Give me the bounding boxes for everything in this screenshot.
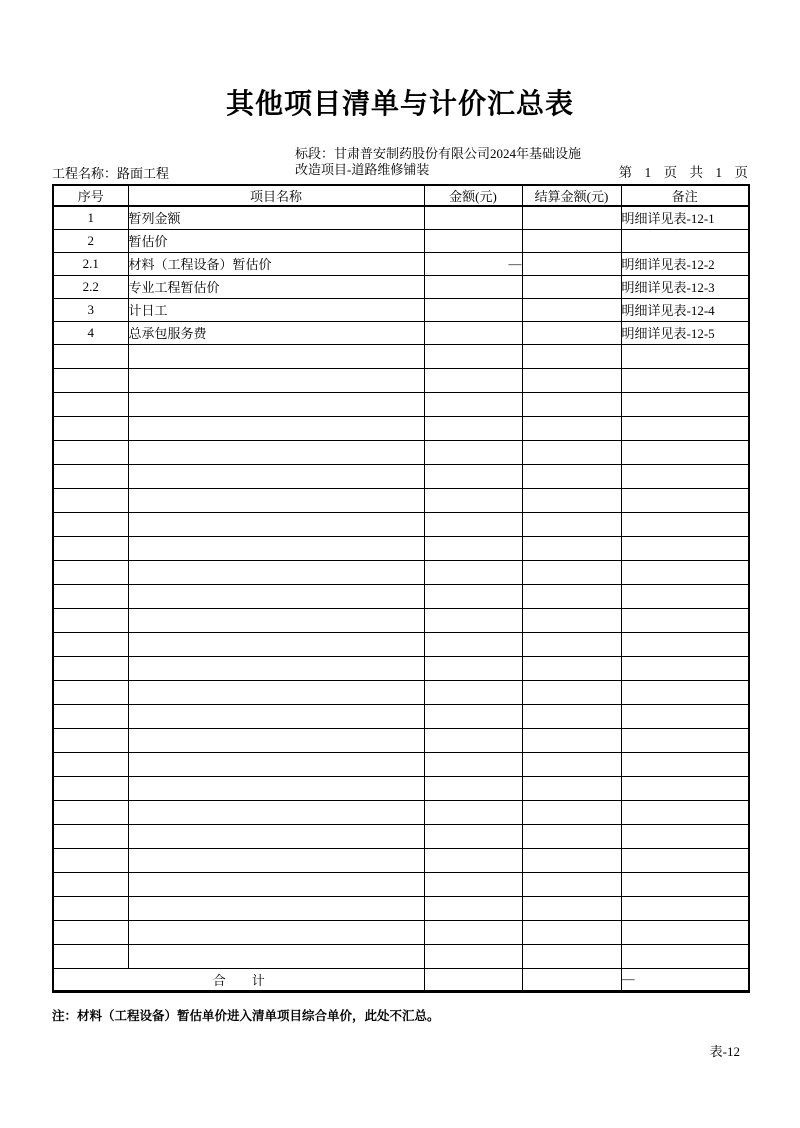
empty-cell [53,752,128,776]
empty-cell [522,728,621,752]
empty-cell [522,848,621,872]
empty-cell [53,824,128,848]
empty-cell [621,632,749,656]
empty-row [53,344,749,368]
cell-no: 2.2 [53,275,128,298]
cell-no: 2 [53,229,128,252]
empty-cell [621,560,749,584]
empty-row [53,488,749,512]
empty-cell [424,752,522,776]
empty-row [53,536,749,560]
empty-cell [424,656,522,680]
empty-cell [128,536,424,560]
empty-cell [621,776,749,800]
empty-cell [128,344,424,368]
empty-cell [128,728,424,752]
empty-cell [522,416,621,440]
empty-cell [522,944,621,968]
page-number-label: 第 1 页 共 1 页 [618,165,748,180]
empty-cell [53,440,128,464]
empty-cell [128,920,424,944]
header-cell-1: 项目名称 [128,185,424,206]
empty-cell [128,608,424,632]
empty-cell [621,944,749,968]
empty-row [53,440,749,464]
empty-cell [53,512,128,536]
empty-row [53,368,749,392]
empty-row [53,824,749,848]
empty-cell [128,848,424,872]
empty-row [53,872,749,896]
empty-cell [128,752,424,776]
empty-cell [522,896,621,920]
empty-cell [621,656,749,680]
cell-remark [621,229,749,252]
header-cell-3: 结算金额(元) [522,185,621,206]
empty-cell [128,416,424,440]
empty-cell [621,896,749,920]
table-row [53,298,749,321]
cell-remark: 明细详见表-12-3 [621,275,749,298]
empty-cell [522,920,621,944]
empty-row [53,920,749,944]
empty-cell [53,344,128,368]
empty-cell [424,536,522,560]
empty-cell [53,776,128,800]
empty-cell [53,560,128,584]
empty-cell [53,656,128,680]
cell-no: 3 [53,298,128,321]
empty-row [53,464,749,488]
empty-cell [128,512,424,536]
empty-cell [53,392,128,416]
empty-cell [621,536,749,560]
empty-cell [621,920,749,944]
cell-settlement [522,206,621,229]
cell-settlement [522,252,621,275]
empty-cell [621,848,749,872]
empty-cell [621,416,749,440]
empty-cell [621,872,749,896]
cell-remark: 明细详见表-12-4 [621,298,749,321]
empty-cell [424,944,522,968]
section-label [295,146,625,177]
table-row [53,229,749,252]
empty-cell [522,800,621,824]
empty-cell [53,608,128,632]
table-header-row [53,185,749,206]
empty-cell [128,824,424,848]
empty-cell [522,824,621,848]
empty-cell [128,944,424,968]
empty-cell [128,776,424,800]
cell-remark: 明细详见表-12-5 [621,321,749,344]
project-name-label: 工程名称：路面工程 [52,166,170,181]
cell-settlement [522,275,621,298]
cell-name: 计日工 [128,298,424,321]
cell-name: 材料（工程设备）暂估价 [128,252,424,275]
cell-amount [424,298,522,321]
table-tag: 表-12 [709,1044,740,1059]
empty-cell [621,440,749,464]
empty-cell [53,800,128,824]
empty-cell [53,488,128,512]
empty-cell [522,464,621,488]
empty-cell [424,560,522,584]
empty-cell [424,824,522,848]
empty-row [53,584,749,608]
empty-cell [424,632,522,656]
empty-cell [621,728,749,752]
total-settlement [522,968,621,991]
cell-no: 1 [53,206,128,229]
empty-cell [522,872,621,896]
empty-cell [621,392,749,416]
empty-cell [128,896,424,920]
empty-cell [424,416,522,440]
table-row [53,252,749,275]
empty-cell [128,440,424,464]
empty-cell [522,584,621,608]
empty-cell [522,704,621,728]
empty-cell [53,584,128,608]
empty-cell [53,896,128,920]
empty-cell [522,680,621,704]
cell-name: 暂估价 [128,229,424,252]
total-label: 合 计 [53,968,424,991]
empty-cell [522,776,621,800]
empty-row [53,632,749,656]
total-row [53,968,749,991]
empty-row [53,776,749,800]
empty-cell [128,488,424,512]
empty-cell [128,584,424,608]
note-text: 注：材料（工程设备）暂估单价进入清单项目综合单价，此处不汇总。 [52,1009,440,1023]
empty-row [53,512,749,536]
empty-cell [128,392,424,416]
summary-table [52,184,750,993]
empty-cell [128,560,424,584]
cell-settlement [522,298,621,321]
header-cell-4: 备注 [621,185,749,206]
empty-cell [424,440,522,464]
empty-row [53,728,749,752]
section-label-line2: 改造项目-道路维修铺装 [295,161,430,177]
empty-cell [53,536,128,560]
empty-cell [522,536,621,560]
empty-cell [128,872,424,896]
cell-amount [424,206,522,229]
empty-cell [128,800,424,824]
empty-cell [424,368,522,392]
cell-no: 4 [53,321,128,344]
cell-remark: 明细详见表-12-1 [621,206,749,229]
table-row [53,206,749,229]
empty-cell [53,368,128,392]
empty-cell [53,416,128,440]
empty-cell [128,656,424,680]
empty-row [53,848,749,872]
empty-cell [621,512,749,536]
empty-cell [53,728,128,752]
empty-cell [522,752,621,776]
empty-cell [621,344,749,368]
empty-cell [621,584,749,608]
cell-settlement [522,321,621,344]
empty-cell [128,680,424,704]
empty-cell [53,704,128,728]
empty-cell [621,608,749,632]
cell-name: 总承包服务费 [128,321,424,344]
empty-cell [424,464,522,488]
empty-cell [621,464,749,488]
empty-cell [621,824,749,848]
cell-settlement [522,229,621,252]
empty-row [53,392,749,416]
empty-cell [522,656,621,680]
empty-cell [522,560,621,584]
empty-cell [424,728,522,752]
empty-cell [522,392,621,416]
empty-cell [424,800,522,824]
empty-cell [522,488,621,512]
empty-row [53,800,749,824]
empty-cell [424,920,522,944]
empty-cell [522,344,621,368]
cell-no: 2.1 [53,252,128,275]
cell-name: 暂列金额 [128,206,424,229]
cell-amount [424,229,522,252]
empty-cell [53,920,128,944]
empty-cell [621,680,749,704]
empty-cell [424,896,522,920]
empty-cell [424,608,522,632]
cell-amount: — [424,252,522,275]
empty-cell [424,848,522,872]
cell-amount [424,275,522,298]
empty-cell [522,368,621,392]
page-title: 其他项目清单与计价汇总表 [225,89,574,120]
header-cell-2: 金额(元) [424,185,522,206]
empty-row [53,896,749,920]
empty-cell [424,680,522,704]
total-remark: — [621,968,749,991]
table-row [53,321,749,344]
empty-cell [621,488,749,512]
empty-cell [424,704,522,728]
empty-row [53,608,749,632]
empty-cell [522,632,621,656]
empty-cell [621,752,749,776]
empty-cell [53,464,128,488]
empty-row [53,680,749,704]
empty-cell [424,488,522,512]
empty-cell [621,704,749,728]
empty-cell [522,512,621,536]
total-amount [424,968,522,991]
empty-cell [128,632,424,656]
empty-cell [522,440,621,464]
header-cell-0: 序号 [53,185,128,206]
empty-cell [53,848,128,872]
empty-cell [621,368,749,392]
summary-table-body [53,185,749,991]
empty-cell [128,464,424,488]
empty-cell [128,704,424,728]
empty-row [53,704,749,728]
empty-row [53,560,749,584]
empty-cell [128,368,424,392]
empty-cell [424,344,522,368]
cell-remark: 明细详见表-12-2 [621,252,749,275]
empty-cell [53,632,128,656]
empty-cell [522,608,621,632]
section-label-line1: 标段：甘肃普安制药股份有限公司2024年基础设施 [295,146,582,161]
empty-row [53,656,749,680]
empty-cell [424,776,522,800]
empty-cell [424,584,522,608]
empty-cell [424,392,522,416]
empty-cell [424,512,522,536]
empty-row [53,752,749,776]
empty-cell [621,800,749,824]
empty-row [53,416,749,440]
cell-amount [424,321,522,344]
empty-row [53,944,749,968]
empty-cell [424,872,522,896]
empty-cell [53,680,128,704]
cell-name: 专业工程暂估价 [128,275,424,298]
empty-cell [53,872,128,896]
table-row [53,275,749,298]
empty-cell [53,944,128,968]
